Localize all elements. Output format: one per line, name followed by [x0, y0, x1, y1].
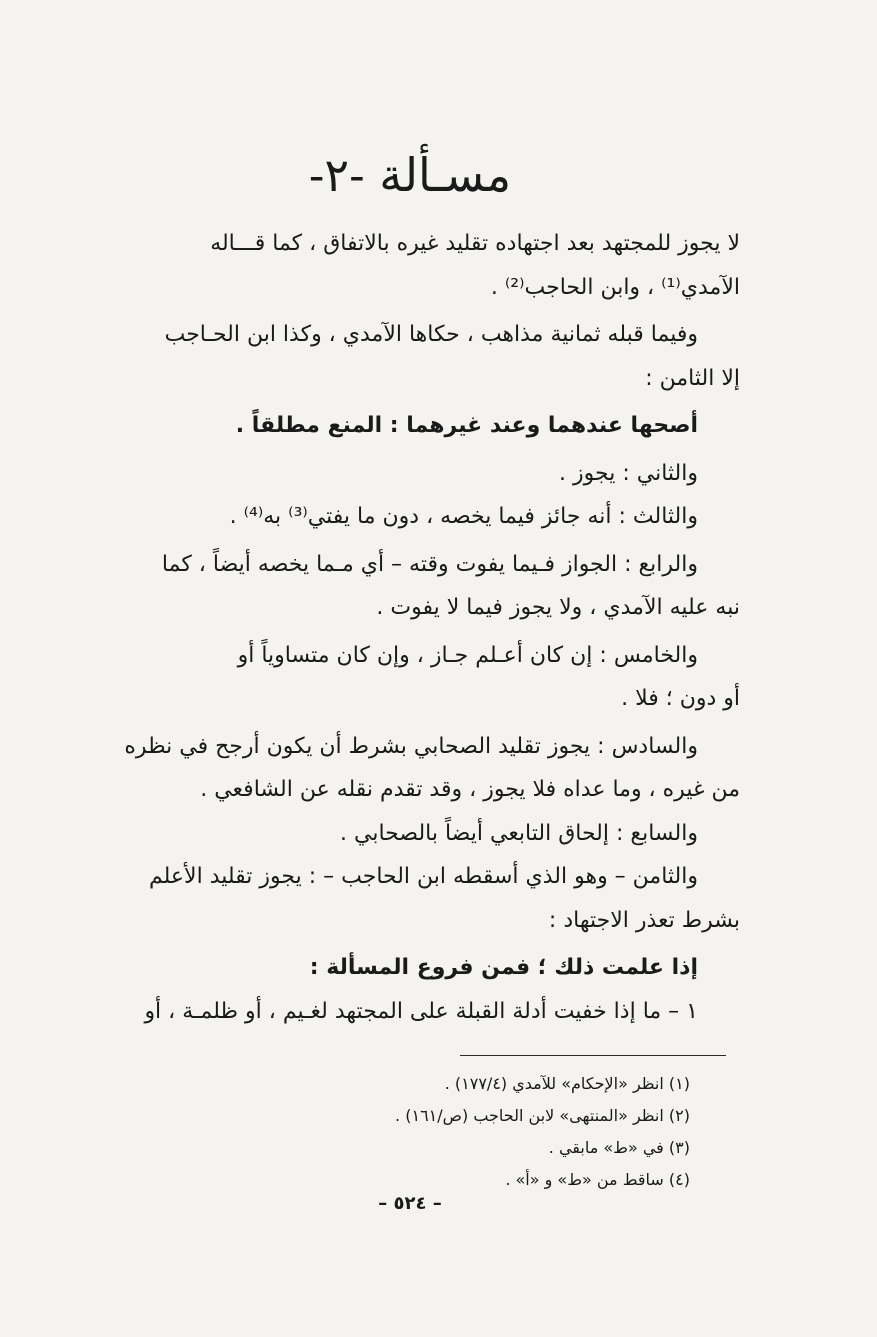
- page-title: مسـألة -٢-: [308, 148, 512, 202]
- text-line-2: الآمدي⁽¹⁾ ، وابن الحاجب⁽²⁾ .: [490, 274, 740, 300]
- footnote-3: (٣) في «ط» مابقي .: [548, 1138, 690, 1157]
- text-line-4: إلا الثامن :: [645, 365, 740, 391]
- text-line-6: والثاني : يجوز .: [559, 460, 698, 486]
- text-line-8: والرابع : الجواز فـيما يفوت وقته – أي مـما يخصه أيضاً ، كما: [161, 551, 698, 577]
- text-line-13: من غيره ، وما عداه فلا يجوز ، وقد تقدم نقله عن الشافعي .: [200, 777, 740, 802]
- text-line-16: بشرط تعذر الاجتهاد :: [548, 907, 740, 933]
- text-line-18: ١ – ما إذا خفيت أدلة القبلة على المجتهد لغـيم ، أو ظلمـة ، أو: [144, 998, 698, 1024]
- text-line-9: نبه عليه الآمدي ، ولا يجوز فيما لا يفوت .: [376, 595, 740, 620]
- text-line-5: أصحها عندهما وعند غيرهما : المنع مطلقاً .: [235, 413, 698, 438]
- text-line-7: والثالث : أنه جائز فيما يخصه ، دون ما يفتي⁽³⁾ به⁽⁴⁾ .: [229, 504, 698, 529]
- footnote-separator: [460, 1055, 726, 1056]
- text-line-1: لا يجوز للمجتهد بعد اجتهاده تقليد غيره بالاتفاق ، كما قـــاله: [210, 231, 740, 256]
- footnote-2: (٢) انظر «المنتهى» لابن الحاجب (ص/١٦١) .: [395, 1106, 690, 1125]
- footnote-4: (٤) ساقط من «ط» و «أ» .: [505, 1170, 690, 1189]
- footnotes: [300, 1068, 690, 1196]
- text-line-10: والخامس : إن كان أعـلم جـاز ، وإن كان متساوياً أو: [237, 642, 698, 668]
- footnote-1: (١) انظر «الإحكام» للآمدي (١٧٧/٤) .: [444, 1074, 690, 1093]
- text-line-14: والسابع : إلحاق التابعي أيضاً بالصحابي .: [340, 820, 698, 846]
- body-text: [82, 222, 740, 1033]
- text-line-11: أو دون ؛ فلا .: [621, 686, 740, 711]
- text-line-15: والثامن – وهو الذي أسقطه ابن الحاجب – : يجوز تقليد الأعلم: [149, 864, 698, 889]
- text-line-12: والسادس : يجوز تقليد الصحابي بشرط أن يكون أرجح في نظره: [124, 733, 698, 759]
- text-line-3: وفيما قبله ثمانية مذاهب ، حكاها الآمدي ، وكذا ابن الحـاجب: [164, 322, 698, 347]
- text-line-17: إذا علمت ذلك ؛ فمن فروع المسألة :: [309, 955, 698, 980]
- page-number: – ٥٢٤ –: [378, 1193, 442, 1214]
